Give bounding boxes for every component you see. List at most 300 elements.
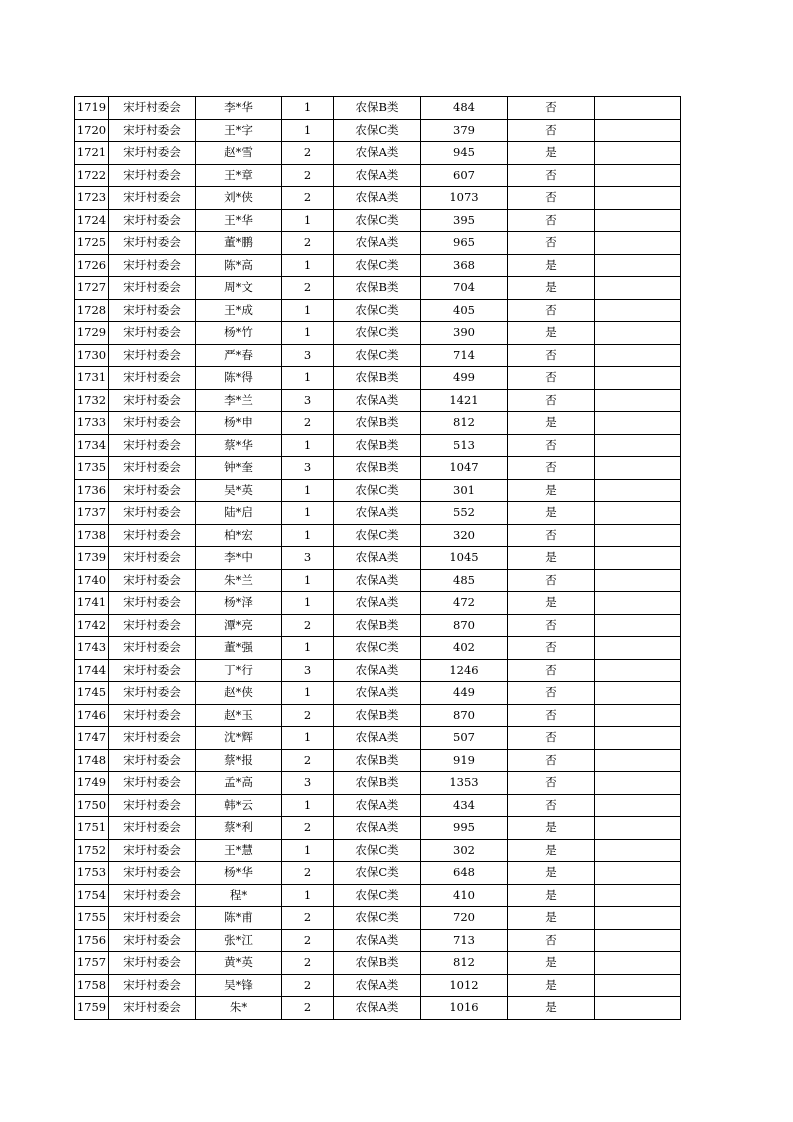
table-row — [75, 412, 681, 435]
table-row — [75, 344, 681, 367]
note-cell — [595, 952, 681, 975]
table-row — [75, 389, 681, 412]
name-cell: 杨*申 — [196, 412, 282, 435]
row-number-cell: 1756 — [75, 929, 109, 952]
table-row — [75, 772, 681, 795]
category-cell: 农保C类 — [334, 209, 421, 232]
count-cell: 2 — [282, 277, 334, 300]
village-cell: 宋圩村委会 — [109, 119, 196, 142]
village-cell: 宋圩村委会 — [109, 794, 196, 817]
count-cell: 1 — [282, 794, 334, 817]
name-cell: 朱* — [196, 997, 282, 1020]
flag-cell: 否 — [508, 614, 595, 637]
flag-cell: 否 — [508, 344, 595, 367]
count-cell: 2 — [282, 614, 334, 637]
flag-cell: 是 — [508, 479, 595, 502]
category-cell: 农保A类 — [334, 389, 421, 412]
note-cell — [595, 929, 681, 952]
note-cell — [595, 727, 681, 750]
category-cell: 农保C类 — [334, 637, 421, 660]
amount-cell: 1016 — [421, 997, 508, 1020]
amount-cell: 507 — [421, 727, 508, 750]
count-cell: 3 — [282, 772, 334, 795]
row-number-cell: 1731 — [75, 367, 109, 390]
table-row — [75, 142, 681, 165]
table-row — [75, 187, 681, 210]
count-cell: 1 — [282, 637, 334, 660]
table-row — [75, 457, 681, 480]
village-cell: 宋圩村委会 — [109, 614, 196, 637]
amount-cell: 1246 — [421, 659, 508, 682]
row-number-cell: 1751 — [75, 817, 109, 840]
count-cell: 1 — [282, 322, 334, 345]
name-cell: 钟*奎 — [196, 457, 282, 480]
count-cell: 1 — [282, 569, 334, 592]
row-number-cell: 1759 — [75, 997, 109, 1020]
name-cell: 陈*高 — [196, 254, 282, 277]
flag-cell: 否 — [508, 232, 595, 255]
category-cell: 农保B类 — [334, 772, 421, 795]
data-table — [74, 96, 681, 1020]
table-row — [75, 97, 681, 120]
count-cell: 1 — [282, 119, 334, 142]
amount-cell: 965 — [421, 232, 508, 255]
amount-cell: 945 — [421, 142, 508, 165]
flag-cell: 是 — [508, 817, 595, 840]
category-cell: 农保B类 — [334, 97, 421, 120]
amount-cell: 1073 — [421, 187, 508, 210]
flag-cell: 是 — [508, 952, 595, 975]
table-body — [75, 97, 681, 1020]
row-number-cell: 1726 — [75, 254, 109, 277]
amount-cell: 704 — [421, 277, 508, 300]
row-number-cell: 1734 — [75, 434, 109, 457]
name-cell: 杨*华 — [196, 862, 282, 885]
note-cell — [595, 547, 681, 570]
category-cell: 农保B类 — [334, 952, 421, 975]
flag-cell: 否 — [508, 434, 595, 457]
amount-cell: 472 — [421, 592, 508, 615]
note-cell — [595, 97, 681, 120]
name-cell: 沈*辉 — [196, 727, 282, 750]
table-row — [75, 232, 681, 255]
table-row — [75, 884, 681, 907]
name-cell: 董*强 — [196, 637, 282, 660]
category-cell: 农保C类 — [334, 839, 421, 862]
table-row — [75, 839, 681, 862]
row-number-cell: 1753 — [75, 862, 109, 885]
village-cell: 宋圩村委会 — [109, 974, 196, 997]
category-cell: 农保A类 — [334, 547, 421, 570]
name-cell: 刘*侠 — [196, 187, 282, 210]
category-cell: 农保A类 — [334, 997, 421, 1020]
flag-cell: 否 — [508, 367, 595, 390]
note-cell — [595, 592, 681, 615]
flag-cell: 是 — [508, 997, 595, 1020]
name-cell: 王*华 — [196, 209, 282, 232]
row-number-cell: 1737 — [75, 502, 109, 525]
flag-cell: 否 — [508, 209, 595, 232]
flag-cell: 否 — [508, 794, 595, 817]
amount-cell: 720 — [421, 907, 508, 930]
name-cell: 周*文 — [196, 277, 282, 300]
name-cell: 韩*云 — [196, 794, 282, 817]
row-number-cell: 1755 — [75, 907, 109, 930]
name-cell: 黄*英 — [196, 952, 282, 975]
row-number-cell: 1747 — [75, 727, 109, 750]
village-cell: 宋圩村委会 — [109, 547, 196, 570]
amount-cell: 434 — [421, 794, 508, 817]
row-number-cell: 1742 — [75, 614, 109, 637]
count-cell: 1 — [282, 524, 334, 547]
note-cell — [595, 794, 681, 817]
flag-cell: 是 — [508, 839, 595, 862]
amount-cell: 812 — [421, 952, 508, 975]
name-cell: 赵*雪 — [196, 142, 282, 165]
village-cell: 宋圩村委会 — [109, 232, 196, 255]
table-row — [75, 592, 681, 615]
amount-cell: 302 — [421, 839, 508, 862]
note-cell — [595, 142, 681, 165]
note-cell — [595, 299, 681, 322]
count-cell: 1 — [282, 479, 334, 502]
category-cell: 农保A类 — [334, 682, 421, 705]
village-cell: 宋圩村委会 — [109, 727, 196, 750]
village-cell: 宋圩村委会 — [109, 434, 196, 457]
amount-cell: 1421 — [421, 389, 508, 412]
table-row — [75, 907, 681, 930]
category-cell: 农保C类 — [334, 907, 421, 930]
note-cell — [595, 502, 681, 525]
name-cell: 陈*得 — [196, 367, 282, 390]
note-cell — [595, 209, 681, 232]
table-row — [75, 682, 681, 705]
count-cell: 1 — [282, 727, 334, 750]
amount-cell: 301 — [421, 479, 508, 502]
flag-cell: 否 — [508, 389, 595, 412]
name-cell: 赵*侠 — [196, 682, 282, 705]
category-cell: 农保C类 — [334, 344, 421, 367]
name-cell: 严*春 — [196, 344, 282, 367]
row-number-cell: 1743 — [75, 637, 109, 660]
note-cell — [595, 659, 681, 682]
amount-cell: 395 — [421, 209, 508, 232]
count-cell: 1 — [282, 434, 334, 457]
row-number-cell: 1739 — [75, 547, 109, 570]
table-row — [75, 929, 681, 952]
category-cell: 农保B类 — [334, 704, 421, 727]
flag-cell: 是 — [508, 907, 595, 930]
count-cell: 1 — [282, 884, 334, 907]
count-cell: 1 — [282, 592, 334, 615]
table-row — [75, 659, 681, 682]
table-row — [75, 952, 681, 975]
count-cell: 1 — [282, 682, 334, 705]
count-cell: 2 — [282, 142, 334, 165]
category-cell: 农保B类 — [334, 412, 421, 435]
count-cell: 2 — [282, 952, 334, 975]
name-cell: 陈*甫 — [196, 907, 282, 930]
category-cell: 农保A类 — [334, 142, 421, 165]
amount-cell: 552 — [421, 502, 508, 525]
village-cell: 宋圩村委会 — [109, 479, 196, 502]
amount-cell: 379 — [421, 119, 508, 142]
amount-cell: 812 — [421, 412, 508, 435]
count-cell: 2 — [282, 412, 334, 435]
table-row — [75, 277, 681, 300]
count-cell: 3 — [282, 457, 334, 480]
table-row — [75, 119, 681, 142]
amount-cell: 390 — [421, 322, 508, 345]
category-cell: 农保A类 — [334, 974, 421, 997]
category-cell: 农保C类 — [334, 524, 421, 547]
flag-cell: 否 — [508, 164, 595, 187]
village-cell: 宋圩村委会 — [109, 457, 196, 480]
name-cell: 李*中 — [196, 547, 282, 570]
flag-cell: 否 — [508, 682, 595, 705]
count-cell: 1 — [282, 209, 334, 232]
note-cell — [595, 164, 681, 187]
row-number-cell: 1758 — [75, 974, 109, 997]
category-cell: 农保C类 — [334, 479, 421, 502]
count-cell: 1 — [282, 97, 334, 120]
note-cell — [595, 187, 681, 210]
count-cell: 2 — [282, 232, 334, 255]
note-cell — [595, 457, 681, 480]
table-row — [75, 299, 681, 322]
count-cell: 3 — [282, 389, 334, 412]
row-number-cell: 1745 — [75, 682, 109, 705]
name-cell: 孟*高 — [196, 772, 282, 795]
village-cell: 宋圩村委会 — [109, 412, 196, 435]
count-cell: 2 — [282, 704, 334, 727]
row-number-cell: 1728 — [75, 299, 109, 322]
category-cell: 农保B类 — [334, 367, 421, 390]
amount-cell: 713 — [421, 929, 508, 952]
note-cell — [595, 524, 681, 547]
flag-cell: 是 — [508, 547, 595, 570]
category-cell: 农保B类 — [334, 277, 421, 300]
village-cell: 宋圩村委会 — [109, 997, 196, 1020]
flag-cell: 是 — [508, 254, 595, 277]
category-cell: 农保B类 — [334, 457, 421, 480]
count-cell: 2 — [282, 862, 334, 885]
row-number-cell: 1732 — [75, 389, 109, 412]
note-cell — [595, 772, 681, 795]
amount-cell: 1353 — [421, 772, 508, 795]
flag-cell: 否 — [508, 637, 595, 660]
amount-cell: 484 — [421, 97, 508, 120]
category-cell: 农保C类 — [334, 322, 421, 345]
village-cell: 宋圩村委会 — [109, 142, 196, 165]
category-cell: 农保B类 — [334, 434, 421, 457]
flag-cell: 是 — [508, 277, 595, 300]
flag-cell: 否 — [508, 524, 595, 547]
category-cell: 农保A类 — [334, 164, 421, 187]
flag-cell: 否 — [508, 727, 595, 750]
count-cell: 3 — [282, 547, 334, 570]
village-cell: 宋圩村委会 — [109, 367, 196, 390]
table-row — [75, 254, 681, 277]
name-cell: 蔡*利 — [196, 817, 282, 840]
name-cell: 王*慧 — [196, 839, 282, 862]
table-row — [75, 637, 681, 660]
village-cell: 宋圩村委会 — [109, 749, 196, 772]
name-cell: 柏*宏 — [196, 524, 282, 547]
amount-cell: 513 — [421, 434, 508, 457]
category-cell: 农保A类 — [334, 817, 421, 840]
flag-cell: 是 — [508, 592, 595, 615]
village-cell: 宋圩村委会 — [109, 344, 196, 367]
village-cell: 宋圩村委会 — [109, 254, 196, 277]
amount-cell: 1047 — [421, 457, 508, 480]
row-number-cell: 1730 — [75, 344, 109, 367]
amount-cell: 870 — [421, 614, 508, 637]
name-cell: 丁*行 — [196, 659, 282, 682]
table-row — [75, 997, 681, 1020]
note-cell — [595, 367, 681, 390]
name-cell: 陆*启 — [196, 502, 282, 525]
flag-cell: 否 — [508, 772, 595, 795]
table-row — [75, 209, 681, 232]
village-cell: 宋圩村委会 — [109, 524, 196, 547]
name-cell: 赵*玉 — [196, 704, 282, 727]
row-number-cell: 1719 — [75, 97, 109, 120]
count-cell: 2 — [282, 929, 334, 952]
note-cell — [595, 817, 681, 840]
name-cell: 朱*兰 — [196, 569, 282, 592]
note-cell — [595, 974, 681, 997]
row-number-cell: 1750 — [75, 794, 109, 817]
count-cell: 1 — [282, 502, 334, 525]
village-cell: 宋圩村委会 — [109, 592, 196, 615]
village-cell: 宋圩村委会 — [109, 952, 196, 975]
count-cell: 2 — [282, 749, 334, 772]
name-cell: 王*字 — [196, 119, 282, 142]
village-cell: 宋圩村委会 — [109, 704, 196, 727]
note-cell — [595, 412, 681, 435]
flag-cell: 是 — [508, 884, 595, 907]
row-number-cell: 1748 — [75, 749, 109, 772]
row-number-cell: 1736 — [75, 479, 109, 502]
count-cell: 1 — [282, 299, 334, 322]
category-cell: 农保A类 — [334, 794, 421, 817]
note-cell — [595, 277, 681, 300]
name-cell: 张*江 — [196, 929, 282, 952]
name-cell: 程* — [196, 884, 282, 907]
amount-cell: 870 — [421, 704, 508, 727]
row-number-cell: 1725 — [75, 232, 109, 255]
village-cell: 宋圩村委会 — [109, 839, 196, 862]
amount-cell: 919 — [421, 749, 508, 772]
amount-cell: 499 — [421, 367, 508, 390]
table-row — [75, 502, 681, 525]
name-cell: 蔡*报 — [196, 749, 282, 772]
amount-cell: 714 — [421, 344, 508, 367]
row-number-cell: 1754 — [75, 884, 109, 907]
row-number-cell: 1749 — [75, 772, 109, 795]
name-cell: 吴*英 — [196, 479, 282, 502]
category-cell: 农保A类 — [334, 232, 421, 255]
flag-cell: 否 — [508, 97, 595, 120]
count-cell: 1 — [282, 839, 334, 862]
category-cell: 农保B类 — [334, 614, 421, 637]
table-row — [75, 749, 681, 772]
flag-cell: 否 — [508, 569, 595, 592]
table-row — [75, 727, 681, 750]
table-row — [75, 164, 681, 187]
village-cell: 宋圩村委会 — [109, 187, 196, 210]
note-cell — [595, 254, 681, 277]
flag-cell: 否 — [508, 929, 595, 952]
category-cell: 农保A类 — [334, 727, 421, 750]
note-cell — [595, 614, 681, 637]
row-number-cell: 1722 — [75, 164, 109, 187]
row-number-cell: 1723 — [75, 187, 109, 210]
note-cell — [595, 434, 681, 457]
table-row — [75, 704, 681, 727]
note-cell — [595, 704, 681, 727]
village-cell: 宋圩村委会 — [109, 772, 196, 795]
count-cell: 3 — [282, 659, 334, 682]
row-number-cell: 1724 — [75, 209, 109, 232]
amount-cell: 1012 — [421, 974, 508, 997]
category-cell: 农保A类 — [334, 659, 421, 682]
table-row — [75, 569, 681, 592]
amount-cell: 410 — [421, 884, 508, 907]
row-number-cell: 1744 — [75, 659, 109, 682]
village-cell: 宋圩村委会 — [109, 862, 196, 885]
row-number-cell: 1727 — [75, 277, 109, 300]
village-cell: 宋圩村委会 — [109, 97, 196, 120]
table-row — [75, 479, 681, 502]
row-number-cell: 1741 — [75, 592, 109, 615]
village-cell: 宋圩村委会 — [109, 817, 196, 840]
village-cell: 宋圩村委会 — [109, 277, 196, 300]
row-number-cell: 1740 — [75, 569, 109, 592]
amount-cell: 995 — [421, 817, 508, 840]
row-number-cell: 1721 — [75, 142, 109, 165]
table-row — [75, 434, 681, 457]
village-cell: 宋圩村委会 — [109, 637, 196, 660]
table-row — [75, 614, 681, 637]
village-cell: 宋圩村委会 — [109, 884, 196, 907]
table-row — [75, 524, 681, 547]
amount-cell: 648 — [421, 862, 508, 885]
village-cell: 宋圩村委会 — [109, 322, 196, 345]
village-cell: 宋圩村委会 — [109, 929, 196, 952]
flag-cell: 是 — [508, 142, 595, 165]
category-cell: 农保A类 — [334, 569, 421, 592]
flag-cell: 否 — [508, 457, 595, 480]
village-cell: 宋圩村委会 — [109, 299, 196, 322]
name-cell: 蔡*华 — [196, 434, 282, 457]
village-cell: 宋圩村委会 — [109, 659, 196, 682]
flag-cell: 否 — [508, 704, 595, 727]
note-cell — [595, 232, 681, 255]
category-cell: 农保C类 — [334, 254, 421, 277]
row-number-cell: 1757 — [75, 952, 109, 975]
note-cell — [595, 839, 681, 862]
name-cell: 董*鹏 — [196, 232, 282, 255]
name-cell: 王*成 — [196, 299, 282, 322]
category-cell: 农保C类 — [334, 884, 421, 907]
row-number-cell: 1752 — [75, 839, 109, 862]
note-cell — [595, 569, 681, 592]
name-cell: 潭*亮 — [196, 614, 282, 637]
category-cell: 农保C类 — [334, 119, 421, 142]
flag-cell: 是 — [508, 502, 595, 525]
